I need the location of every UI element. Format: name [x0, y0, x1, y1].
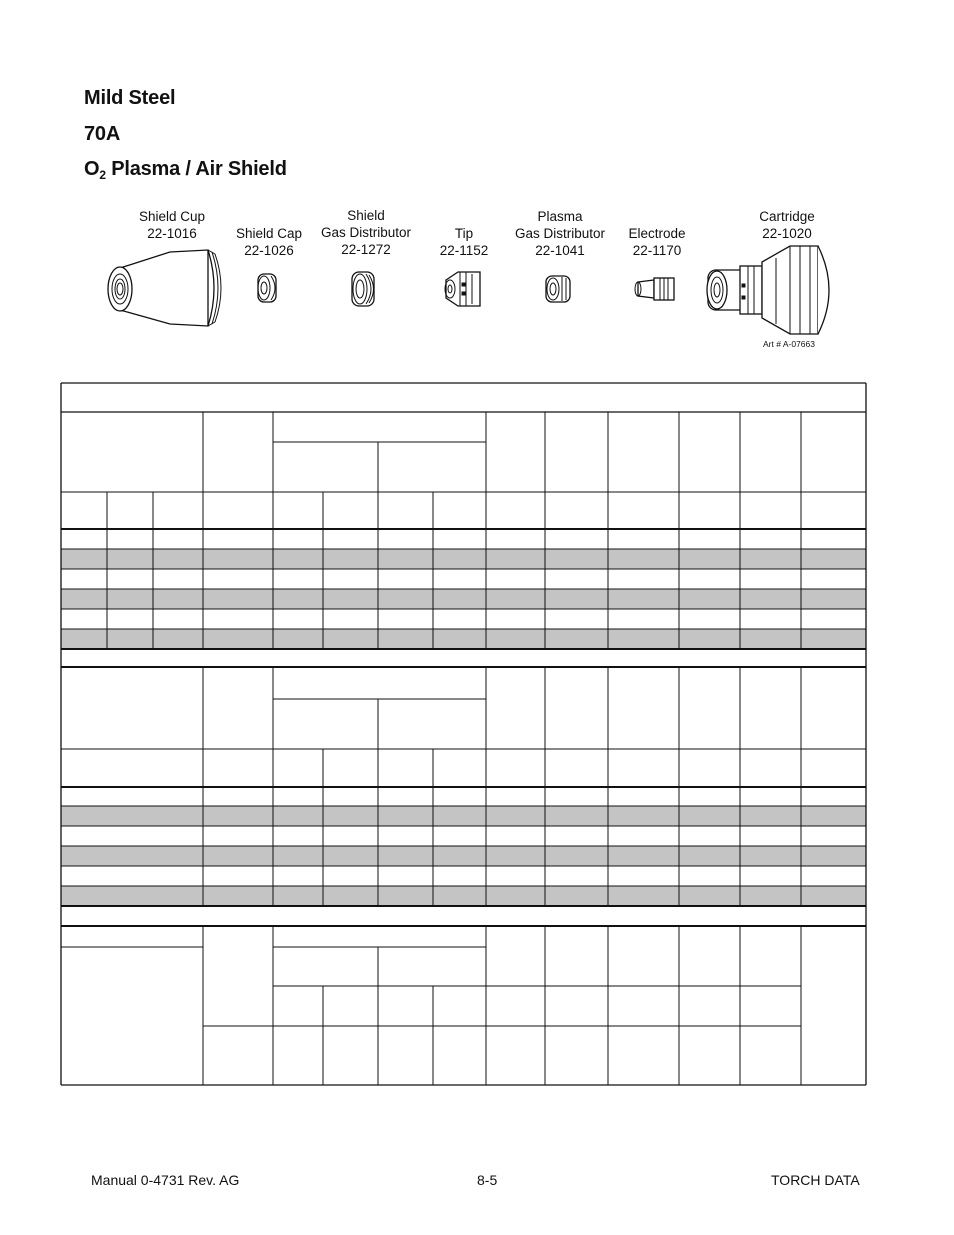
part-name: Electrode: [628, 226, 686, 241]
shaded-row: [61, 846, 866, 866]
table-grid: [61, 383, 866, 1085]
part-number: 22-1041: [535, 243, 585, 258]
part-name: Cartridge: [759, 209, 815, 224]
part-name: Plasma: [537, 209, 583, 224]
part-number: 22-1272: [341, 242, 391, 257]
shaded-row: [61, 806, 866, 826]
heading-material: Mild Steel: [84, 87, 176, 109]
heading-gas-main: O: [84, 158, 100, 180]
art-number: Art # A-07663: [763, 339, 815, 349]
part-name: Shield Cup: [138, 209, 206, 224]
part-name: Gas Distributor: [514, 226, 606, 241]
footer-section: TORCH DATA: [771, 1172, 860, 1188]
part-name: Gas Distributor: [320, 225, 412, 240]
table-row-shading: [61, 549, 866, 906]
shaded-row: [61, 549, 866, 569]
part-name: Shield: [347, 208, 385, 223]
part-number: 22-1170: [632, 243, 682, 258]
part-number: 22-1020: [762, 226, 812, 241]
part-name: Tip: [454, 226, 474, 241]
heading-gas-sub: 2: [99, 168, 106, 182]
heading-gas-rest: Plasma / Air Shield: [105, 158, 287, 180]
shaded-row: [61, 629, 866, 649]
footer-page-number: 8-5: [477, 1172, 498, 1188]
part-number: 22-1152: [439, 243, 489, 258]
heading-current: 70A: [84, 123, 121, 145]
part-name: Shield Cap: [235, 226, 303, 241]
part-number: 22-1016: [147, 226, 197, 241]
part-number: 22-1026: [244, 243, 294, 258]
footer-manual-number: Manual 0-4731 Rev. AG: [91, 1172, 240, 1188]
shaded-row: [61, 886, 866, 906]
shaded-row: [61, 589, 866, 609]
